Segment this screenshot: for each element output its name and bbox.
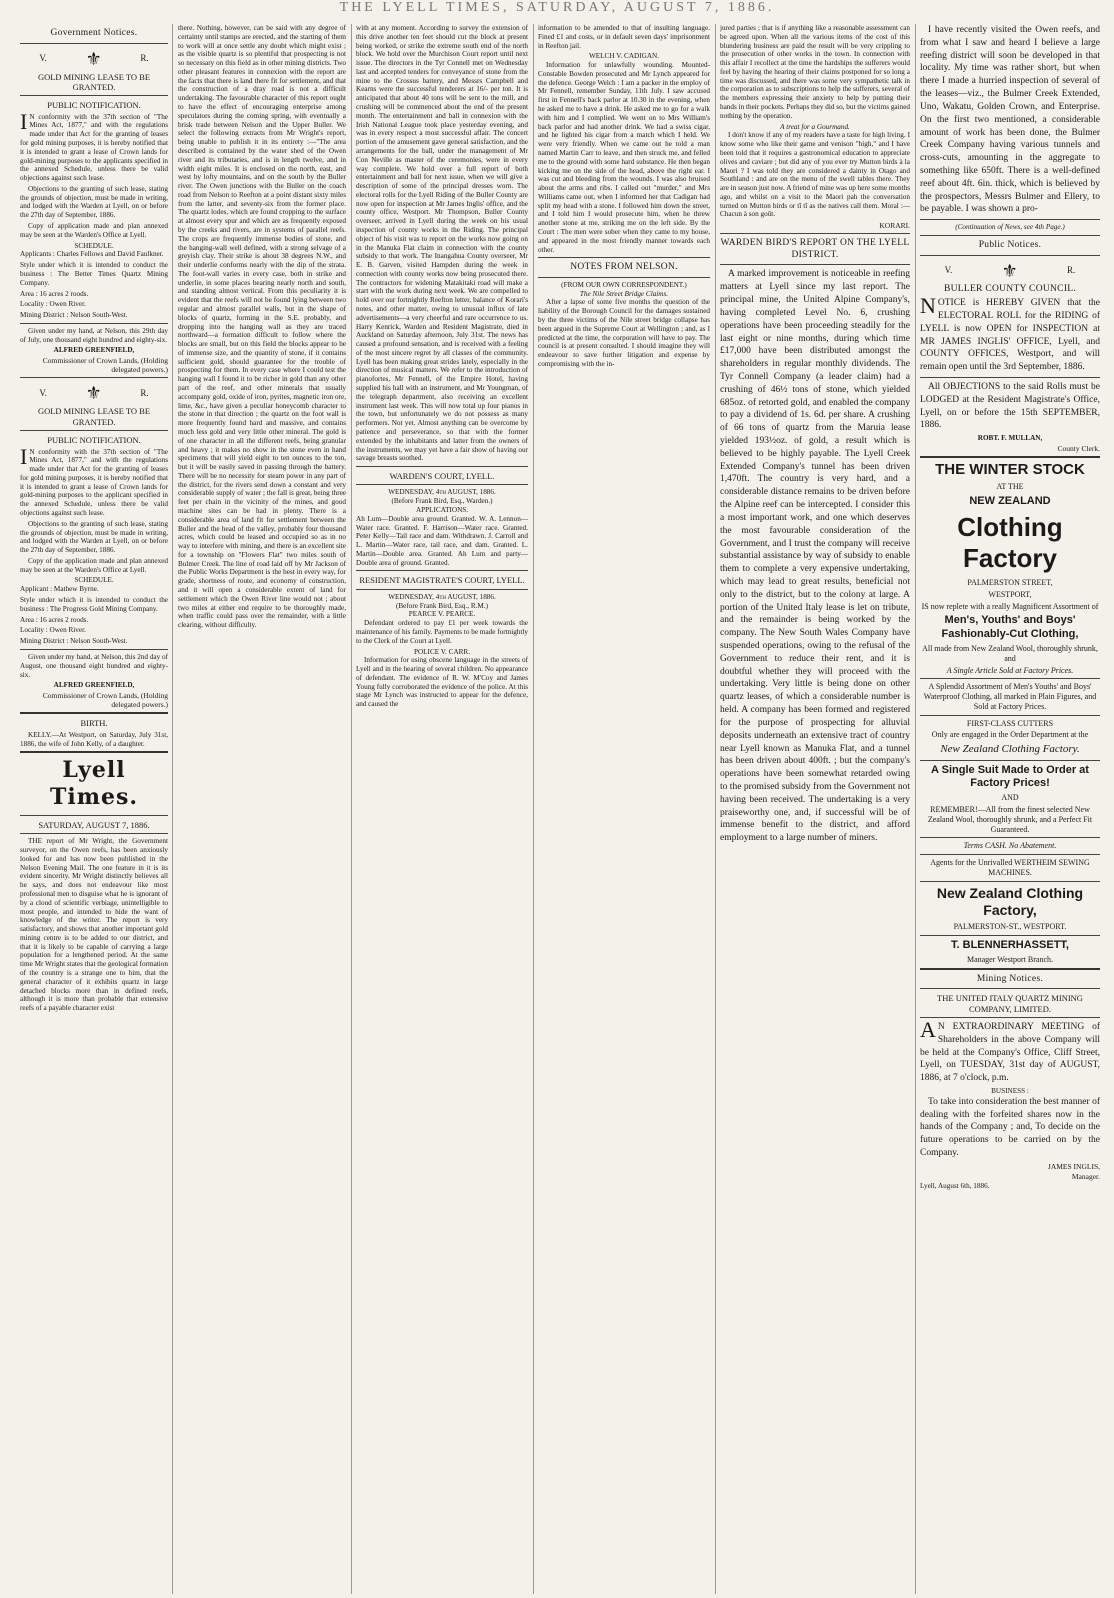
notes-heading: NOTES FROM NELSON. (570, 262, 678, 273)
column-rule (715, 24, 716, 1594)
ad-line: REMEMBER!—All from the finest selected New Zealand Wool, thoroughly shrunk, and a Perfect Fit Guaranteed. (927, 805, 1093, 834)
notes-body: After a lapse of some five months the question of the liability of the Borough Council for the damages sustained by the three victims of the Nile street bridge collapse has been argued in the Supreme Court at Wellington ; and, as I predicted at the time, the corporation will have to pay. The council is at present consulted. I should imagine they will endeavour to save further litigation and expense by compromising with the in- (538, 298, 710, 368)
royal-crest (20, 50, 168, 68)
royal-crest (920, 262, 1100, 280)
given-line: Given under my hand, at Nelson, this 2nd day of August, one thousand eight hundred and eighty-six. (20, 652, 168, 679)
dropcap: A (920, 1016, 936, 1042)
crest-v: V. (39, 387, 47, 398)
case-heading: POLICE V. CARR. (413, 647, 471, 656)
signer-title: Manager. (1071, 1172, 1100, 1181)
column-3 (356, 24, 528, 1594)
applications-heading: APPLICATIONS. (415, 505, 469, 514)
notes-title: The Nile Street Bridge Claims. (579, 289, 669, 298)
crest-v: V. (944, 265, 953, 276)
report-body: I have recently visited the Owen reefs, and from what I saw and heard I believe a large reefing district will soon be developed in that locality. My time was rather short, but when there I made a hurried inspection of several of the leases—viz., the Bulmer Creek Extended, Uno, Wakatu, Golden Crown, and Enterprise. On the first two mentioned, a considerable amount of work has been done, the Bulmer Creek Company having various tunnels and cross-cuts, amounting in the aggregate to something like 650ft. There is a well-defined reef about 4ft. 6in. thick, which is believed by the prospectors, Messrs Bulmer and Ellery, to be payable. I was shown a pro- (920, 25, 1100, 215)
court-body: Information for using obscene language in the streets of Lyell and in the hearing of several children. No appearance of defendant. The evidence of R. W. M'Coy and James Young fully corroborated the evidence of the police. At this stage Mr Lynch was instructed to appear for the defence, and caused the (356, 656, 528, 709)
signer: ROBT. F. MULLAN, (977, 434, 1043, 443)
ad-line: Manager Westport Branch. (966, 954, 1054, 964)
ad-line: WESTPORT, (988, 589, 1032, 599)
court-before: (Before Frank Bird, Esq., Warden.) (391, 497, 493, 506)
schedule-heading: SCHEDULE. (74, 576, 114, 585)
ad-brand: Clothing Factory (957, 511, 1063, 574)
article-body: there. Nothing, however, can be said with any degree of certainty until stamps are erected, and the starting of them to work will at once settle any doubt which might exist ; as the visible quartz is so plentiful that prospecting is not so necessary on this field as in other mining districts. Two other pleasant features in connexion with the report are the facts that there is land there fit for settlement, and that the construction of a dray road is not a difficult undertaking. The favourable character of this report ought to have the effect of encouraging enterprise among speculators during the coming spring, with eventually a brisk trade between Nelson and the Upper Buller. We select the following extracts from Mr Wright's report, being unable to publish it in its entirety :—"The area described is contained by the water shed of the Owen river and its tributaries, and is in length twelve, and in width eight miles. It is enclosed on the north, east, and west by lofty mountains, and on the south by the Buller river. The Owen junctions with the Buller on the coach road from Nelson to Reefton at a point distant sixty miles from the latter, and seventy-six from the former place. The quartz lodes, which are found cropping to the surface at almost every spur and which are as frequently exposed by the creeks and rivers, are in systems of parallel reefs. The crops are frequently immense bodies of stone, and the hanging-wall well defined, with a strong selvage of a greyish clay. Their strike is about 38 degrees N.W., and their underlie conforms nearly with the dip of the strata. The foot-wall varies in every case, both in strike and underlie, in some places bearing nearly north and south, and standing almost vertical. From this peculiarity it is evident that the reefs will not be found lying between two regular and almost parallel walls, but in the shape of blocks of quartz, forming in the S.E. probably, and dropping into the hanging wall as they are traced northward—a formation difficult to follow where the blocks are small, but on this field the blocks appear to be of immense size, and the quantity of stone, if it contains sufficient gold, should guarantee for the trouble of prospecting for them. In every case where I could test the hanging wall I found it to be richer in gold than any other part of the reef, and other minerals that usually accompany gold, oxide of iron, pyrites, magnetic iron ore, lime, &c., have given a peculiar honeycomb character to the stone in that direction ; the quartz on the foot wall is more frequently found hard and massive, and contains much less gold and very little other mineral. The gold is of one character in all the different reefs, being granular and heavy ; it makes no show in the stone even in hand specimens that will yield eight to ten ounces to the ton, but it will be easily saved in passing through the battery. There will be no necessity for steam power in any part of the district, for the rivers send down a constant and very considerable supply of water ; the fall is great, being three feet per chain in the vicinity of the mines, and good machine sites can be had in plenty. There is a considerable area of land fit for settlement between the Buller and the head of the valley, probably four thousand acres, which could be leased and occupied so as in no way to interfere with mining, and there is an excellent site for a township on "Flowers Flat" two miles south of Bulmer Creek. The line of road laid off by Mr Jackson of the Public Works Department is the best in every way, for grade, shortness of route, and economy of construction, and it will open a considerable extent of land for settlement which the Owen River line would not ; about two miles at either end require to be thoroughly made, when traffic could pass over the remainder, with a little clearing, without difficulty. (178, 24, 346, 630)
report-heading: WARDEN BIRD'S REPORT ON THE LYELL DISTRICT. (720, 238, 910, 260)
notice-title: BULLER COUNTY COUNCIL. (943, 283, 1077, 294)
column-6 (920, 24, 1100, 1594)
column-rule (915, 24, 916, 1594)
ad-brand: New Zealand Clothing Factory, (936, 884, 1084, 918)
ad-line: Men's, Youths' and Boys' Fashionably-Cut Clothing, (941, 614, 1079, 640)
birth-notice: KELLY.—At Westport, on Saturday, July 31st, 1886, the wife of John Kelly, of a daughter. (20, 730, 168, 748)
given-line: Given under my hand, at Nelson, this 29th day of July, one thousand eight hundred and eighty-six. (20, 326, 168, 344)
court-before: (Before Frank Bird, Esq., R.M.) (395, 601, 489, 610)
crest-r: R. (140, 53, 149, 64)
date-line: SATURDAY, AUGUST 7, 1886. (38, 819, 150, 830)
ad-line: A Single Article Sold at Factory Prices. (946, 665, 1074, 675)
court-body: Defendant ordered to pay £1 per week towards the maintenance of his family. Payments to be made fortnightly to the Clerk of the Court at Lyell. (356, 619, 528, 645)
ad-signer: T. BLENNERHASSETT, (951, 938, 1069, 951)
signer-title: Commissioner of Crown Lands, (Holding delegated powers.) (42, 691, 168, 710)
notice-subtitle: PUBLIC NOTIFICATION. (47, 435, 141, 446)
notice-title: GOLD MINING LEASE TO BE GRANTED. (37, 71, 151, 92)
notice-body: I N conformity with the 37th section of "The Mines Act, 1877," and with the regulations made under that Act for the granting of leases for gold mining purposes, it is hereby notified that it is intended to grant a lease of Crown lands for gold-mining purposes to the applicant specified in the annexed Schedule, unless there be valid objections against such lease. (20, 443, 168, 518)
schedule-line: Locality : Owen River. (20, 626, 86, 635)
notes-body: I don't know if any of my readers have a taste for high living. I know some who like their game and venison "high," and I have been told that it requires a gastronomical education to appreciate olives and caviare ; but did any of you ever try Mutton birds à la Maori ? I was told they are considered a dainty in Otago and Southland : and are on the menu of the swell tables there. They are in season just now. A friend of mine was up here some months ago, and whilst on a visit to the Maori pah the conversation turned on Mutton birds or tī tī as the natives call them. Moral :—Chacun à son goût. (720, 131, 910, 219)
coat-of-arms-icon: ⚜ (85, 48, 102, 69)
dropcap: I (20, 443, 28, 469)
notice-title: GOLD MINING LEASE TO BE GRANTED. (37, 406, 151, 427)
schedule-line: Locality : Owen River. (20, 300, 86, 309)
news-items: with at any moment. According to survey the extension of this drive another ten feet should cut the block at present being worked, or strike the extreme south end of the north block. We hold over the Murchison Court report until next issue. The directors in the Tyr Connell met on Wednesday last and accepted tenders for conveyance of stone from the mine to the Crossus battery, and Messrs Campbell and Kearns were the successful tenderers at 16/- per ton. It is anticipated that about 40 tons will be sent to the mill, and crushing will be commenced about the end of the present month. The entertainment and ball in connexion with the Irish National League took place yesterday evening, and was in every respect a most successful affair. The concert portion of the amusement gave general satisfaction, and the arrangements for the ball, under the management of Mr Con Neville as master of the ceremonies, were in every way complete. We hold over a full report of both entertainment and ball for next issue, when we will give a description of some of the principal dresses worn. The electoral rolls for the Lyell Riding of the Buller County are now open for inspection at Mr James Inglis' office, and the county office, Westport. Mr Thompson, Buller County overseer, arrived in Lyell during the week on his usual inspection of county works in the Riding. The principal object of his visit was to report on the works now going on in the Manuka Flat claim in connection with the county subsidy to that work. The Inangahua County overseer, Mr E. B. Garven, visited Hampden during the week in connection with county works now being prosecuted there. The contractors for widening Matakitaki road will make a start with the work during next week. We are compelled to hold over our fortnightly Reefton letter, balance of Korari's notes, and other matter, owing to unusual influx of late advertisements—a very cheerful and rare occurrence to us. Harry Kenrick, Warden and Resident Magistrate, died in Auckland on Saturday afternoon, July 31st. The news has caused a profound sensation, and is received with a feeling of the most sincere regret by all classes of the community. Lyell has been making great strides lately, especially in the direction of musical matters. We refer to the introduction of pianofortes, Mr Fennell, of the Empire Hotel, having supplied his hall with an instrument, and Mr Youngman, of the telegraph department, also receiving an excellent instrument last week. This will now total up four pianos in the town, but unfortunately we do not possess as many performers. Not yet. Almost anything can be overcome by patience and perseverance, so that with the former extended by the inhabitants and latter from the owners of the instruments, we may yet have a fair show of having our savage breasts soothed. (356, 24, 528, 463)
column-2 (178, 24, 346, 1594)
ad-line: AT THE (996, 482, 1024, 492)
notes-subheading: (FROM OUR OWN CORRESPONDENT.) (561, 280, 687, 289)
byline: KORARI. (879, 221, 910, 231)
court-body: Information for unlawfully wounding. Mounted-Constable Bowden prosecuted and Mr Lynch appeared for the defence. George Welch : I am a packer in the employ of Mr Fennell, remember Sunday, 11th July. I saw accused first in Fennell's back parlor at 10.30 in the evening, when he asked me to have a drink. He asked me to go for a walk with him and I complied. We went on to Mrs William's back parlor and had another drink. We had a swiss cigar, and he lighted his cigar from a match which I held. We were very friendly. When we came out he told a man named Martin Carr to leave, and then struck me, and felled me to the ground with some hard substance. He then began kicking me on the side of the head, above the right ear. I was cut and bleeding from the wounds. I was also bruised about the arms and ribs. I called out "murder," and Mrs Williams came out, when I informed her that Cadigan had split my head with a stone. I followed him down the street, and I told him I would prosecute him, when he threw another stone at me, striking me on the left side. By the Court : The men were sober when they came to my house, and appeared in the most friendly manner towards each other. (538, 61, 710, 254)
section-heading: Public Notices. (978, 239, 1042, 250)
schedule-heading: SCHEDULE. (74, 241, 114, 250)
dateline: Lyell, August 6th, 1886. (920, 1182, 990, 1191)
paper-title: Lyell Times. (49, 757, 139, 811)
notes-title: A treat for a Gourmand. (780, 122, 850, 131)
continuation-note: (Continuation of News, see 4th Page.) (955, 223, 1065, 232)
report-body: A marked improvement is noticeable in reefing matters at Lyell since my last report. The principal mine, the United Alpine Company's, having completed Level No. 6, crushing operations have been proceeding steadily for the last eight or nine months, during which time £17,000 have been distributed amongst the shareholders in regular monthly dividends. The Tyr Connell Company (a leader claim) had a crushing of 46½ tons of stone, which yielded 685oz. of retorted gold, and enabled the company to pay a dividend of 1s. 6d. per share. A crushing of 66 tons of quartz from the Maruia lease yielded 193½oz. of gold, a result which is believed to be highly payable. The Lyell Creek Extended Company's tunnel has been driven 1,470ft. The country is very hard, and a considerable distance remains to be driven before the Alpine reef can be intercepted. I consider this a most important work, and one which deserves the most favourable consideration of the Government, and I trust the company will receive substantial assistance by way of subsidy to enable them to complete a very expensive undertaking, which may lead to great results, beneficial not only to the district, but to the colony at large. A portion of the United Italy lease is let on tribute, and the remainder is being worked by the company. The New South Wales Company have suspended operations, owing to the refusal of the Government to reduce their rent, and it is doubtful whether they will proceed with the undertaking. Very little is being done on other quartz leases, of which a considerable number is held. A company has been formed and registered for the purpose of prospecting for alluvial deposits underneath an extensive tract of country near Lyell known as Manuka Flat, and a tunnel has been driven about 400ft. ; but the company's operations have been somewhat retarded owing to the promised subsidy from the Government not having been received. The undertaking is a very praiseworthy one, and, if successful will be of immense benefit to the district, and afford employment to a large number of miners. (720, 269, 910, 844)
notice-body: Copy of the application made and plan annexed may be seen at the Warden's Office at Lyell. (20, 556, 168, 574)
section-heading: Mining Notices. (976, 973, 1044, 984)
notice-title: THE UNITED ITALY QUARTZ MINING COMPANY, LIMITED. (937, 993, 1083, 1014)
notice-body: Copy of application made and plan annexed may be seen at the Warden's Office at Lyell. (20, 222, 168, 239)
crest-r: R. (1067, 265, 1076, 276)
column-rule (533, 24, 534, 1594)
schedule-line: Area : 16 acres 2 roods. (20, 615, 89, 624)
dropcap: N (920, 293, 936, 319)
column-4 (538, 24, 710, 1594)
birth-heading: BIRTH. (80, 718, 108, 729)
column-1 (20, 24, 168, 1594)
notice-body: NOTICE is HEREBY GIVEN that the ELECTORAL ROLL for the RIDING of LYELL is now OPEN for INSPECTION at MR JAMES INGLIS' OFFICE, Lyell, and COUNTY OFFICES, Westport, and will remain open until the 3rd September, 1886. (920, 293, 1100, 373)
signer-title: Commissioner of Crown Lands, (Holding delegated powers.) (42, 356, 168, 375)
case-heading: PEARCE V. PEARCE. (408, 610, 476, 619)
ad-line: Only are engaged in the Order Department at the (931, 730, 1089, 740)
ad-line: AND (1001, 793, 1019, 803)
ad-line: NEW ZEALAND (969, 495, 1051, 508)
schedule-line: Area : 16 acres 2 roods. (20, 289, 89, 298)
column-rule (351, 24, 352, 1594)
ad-headline: THE WINTER STOCK (935, 461, 1085, 479)
dropcap: I (20, 108, 28, 134)
column-rule (172, 24, 173, 1594)
court-date: WEDNESDAY, 4th AUGUST, 1886. (388, 592, 496, 601)
court-body: Ah Lum—Double area ground. Granted. W. A. Lennon—Water race. Granted. F. Harrison—Water race. Granted. Peter Kelly—Tail race and dam. Withdrawn. J. Carroll and L. Martin—Water race, tail race, and dam. Granted. L. Martin—Double area. Granted. Ah Lum and party—Double area of ground. Granted. (356, 514, 528, 567)
court-date: WEDNESDAY, 4th AUGUST, 1886. (388, 488, 496, 497)
schedule-line: Applicants : Charles Fellows and David Faulkner. (20, 250, 164, 259)
notice-body: I N conformity with the 37th section of "The Mines Act, 1877," and with the regulations made under that Act for the granting of leases for gold mining purposes, it is hereby notified that it is intended to grant a lease of Crown lands for gold-mining purposes to the applicants specified in the annexed Schedule, unless there be valid objections against such lease. (20, 108, 168, 183)
crest-v: V. (39, 53, 47, 64)
court-heading: RESIDENT MAGISTRATE'S COURT, LYELL. (359, 575, 525, 586)
notice-body: A N EXTRAORDINARY MEETING of Shareholders in the above Company will be held at the Company's Office, Cliff Street, Lyell, on TUESDAY, 31st day of AUGUST, 1886, at 7 o'clock, p.m. (920, 1016, 1100, 1084)
royal-crest (20, 384, 168, 402)
coat-of-arms-icon: ⚜ (85, 383, 102, 404)
schedule-line: Mining District : Nelson South-West. (20, 311, 128, 320)
notice-body: Objections to the granting of such lease, stating the grounds of objection, must be made in writing, and lodged with the Warden at Lyell, on or before the 27th day of September, 1886. (20, 519, 168, 555)
column-5 (720, 24, 910, 1594)
ad-line: IS now replete with a really Magnificent Assortment of (921, 601, 1099, 611)
court-heading: WARDEN'S COURT, LYELL. (389, 471, 495, 482)
ad-line: New Zealand Clothing Factory. (940, 743, 1080, 756)
masthead: THE LYELL TIMES, SATURDAY, AUGUST 7, 1886. (339, 0, 775, 15)
signer: ALFRED GREENFIELD, (53, 681, 135, 690)
signer: JAMES INGLIS, (1047, 1161, 1100, 1171)
signer: ALFRED GREENFIELD, (53, 346, 135, 355)
ad-line: FIRST-CLASS CUTTERS (966, 718, 1054, 728)
schedule-line: Style under which it is intended to conduct the business : The Better Times Quartz Mining Company. (20, 261, 168, 287)
signer-title: County Clerk. (1057, 444, 1100, 454)
crest-r: R. (140, 387, 149, 398)
section-heading: Government Notices. (50, 28, 138, 38)
notice-subtitle: PUBLIC NOTIFICATION. (47, 100, 141, 111)
newspaper-page (20, 24, 1100, 1594)
ad-line: All made from New Zealand Wool, thoroughly shrunk, and (922, 644, 1098, 663)
notice-body: All OBJECTIONS to the said Rolls must be LODGED at the Resident Magistrate's Office, Lyell, on or before the 15th SEPTEMBER, 1886. (920, 382, 1100, 431)
schedule-line: Mining District : Nelson South-West. (20, 637, 128, 646)
notice-body: Objections to the granting of such lease, stating the grounds of objection, must be made in writing, and lodged with the Warden at Lyell, on or before the 27th day of September, 1886. (20, 184, 168, 220)
ad-line: Terms CASH. No Abatement. (963, 841, 1057, 851)
ad-line: A Splendid Assortment of Men's Youths' and Boys' Waterproof Clothing, all marked in Plain Figures, and Sold at Factory Prices. (923, 682, 1097, 711)
ad-line: PALMERSTON STREET, (967, 578, 1053, 588)
ad-line: Agents for the Unrivalled WERTHEIM SEWING MACHINES. (930, 858, 1090, 877)
editorial: THE report of Mr Wright, the Government surveyor, on the Owen reefs, has been anxiously looked for and has now been published in the Nelson Evening Mail. The one feature in it is its evident sincerity. Mr Wright distinctly believes all he says, and does not endeavour like most professional men to disguise what he is ignorant of by a cloud of scientific verbiage, unintelligible to most people, and intended to hide the want of knowledge of the writer. The report is very satisfactory, and shows that another important gold mining centre is to be added to our district, and that it is likely to be capable of carrying a large population for a lengthened period. At the same time Mr Wright states that the geological formation of the country is a strange one to him, that the general character of it exhibits quartz in large detached blocks more than in defined reefs, although it is more than probable that extensive reefs of a payable character exist (20, 837, 168, 1013)
ad-line: A Single Suit Made to Order at Factory Prices! (931, 763, 1089, 789)
ad-line: PALMERSTON-ST., WESTPORT. (953, 921, 1067, 931)
notice-body: To take into consideration the best manner of dealing with the forfeited shares now in the hands of the Company ; and, To decide on the future operations to be carried on by the Company. (920, 1096, 1100, 1159)
schedule-line: Style under which it is intended to conduct the business : The Progress Gold Mining Company. (20, 596, 168, 613)
coat-of-arms-icon: ⚜ (1001, 260, 1018, 281)
case-heading: WELCH V. CADIGAN. (588, 52, 659, 61)
court-body: information to be amended to that of insulting language. Fined £1 and costs, or in default seven days' imprisonment in Reefton jail. (538, 24, 710, 50)
schedule-line: Applicant : Mathew Byrne. (20, 585, 99, 594)
business-heading: BUSINESS : (991, 1087, 1029, 1096)
notes-body: jured parties ; that is if anything like a reasonable assessment can be agreed upon. When all the various items of the cost of this blundering business are paid the result will be very crippling to the prosecution of other works in the town. In connection with this affair I recollect at the time the hardships the sufferers would feel by having the hearing of their claims postponed for so long a time was discussed, and there was some very sympathetic talk in the corporation as to subscriptions to help the sufferers, several of the members expressing their anxiety to help by putting their hands in their pockets. Perhaps they did so, but the victims gained nothing by the operation. (720, 24, 910, 120)
